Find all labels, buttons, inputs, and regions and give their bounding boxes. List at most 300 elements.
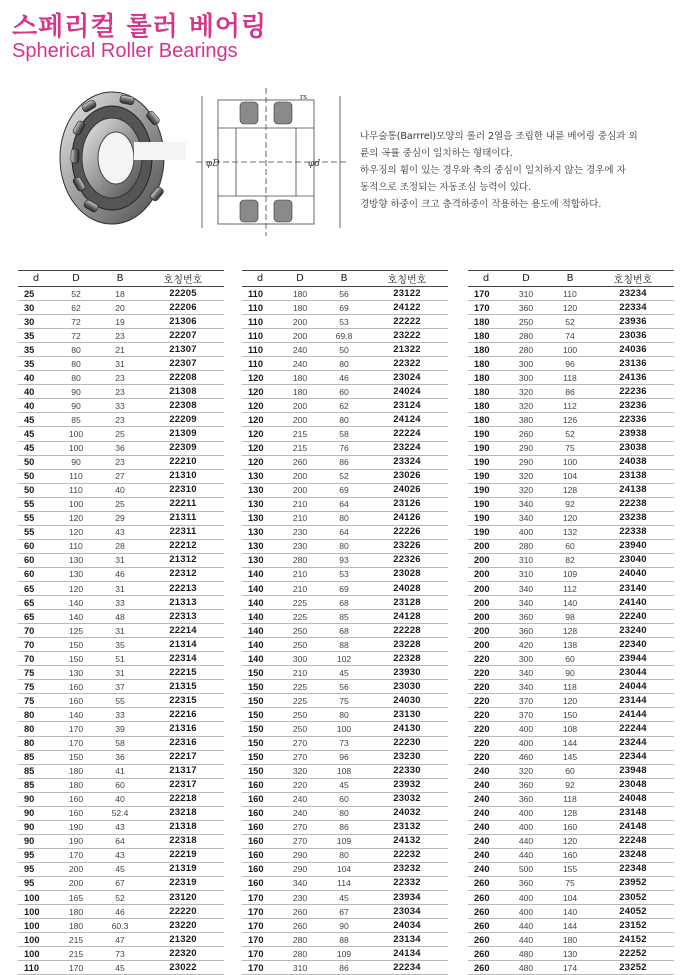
table-row [242,680,448,694]
bore-diameter-cell: 55 [18,497,54,511]
designation-cell: 22219 [142,848,224,862]
outer-diameter-cell: 215 [278,441,322,455]
outer-diameter-cell: 250 [278,708,322,722]
outer-diameter-cell: 120 [54,525,98,539]
outer-diameter-cell: 110 [54,539,98,553]
designation-cell: 24122 [366,301,448,315]
table-row [468,610,674,624]
column-header: 호칭번호 [592,271,674,287]
table-row [242,371,448,385]
width-cell: 114 [322,876,366,890]
outer-diameter-cell: 190 [54,834,98,848]
table-row [242,820,448,834]
width-cell: 96 [322,750,366,764]
designation-cell: 23230 [366,750,448,764]
table-row [468,427,674,441]
table-row [242,708,448,722]
table-row [468,399,674,413]
designation-cell: 22315 [142,694,224,708]
designation-cell: 23030 [366,680,448,694]
outer-diameter-cell: 140 [54,708,98,722]
designation-cell: 24140 [592,596,674,610]
bore-diameter-cell: 60 [18,567,54,581]
table-row [242,525,448,539]
outer-diameter-cell: 120 [54,581,98,595]
description-line: 륜의 곡률 중심이 일치하는 형태이다. [360,148,513,159]
designation-cell: 22232 [366,848,448,862]
width-cell: 48 [98,610,142,624]
bore-diameter-cell: 150 [242,750,278,764]
bore-diameter-cell: 80 [18,708,54,722]
width-cell: 109 [548,567,592,581]
table-row [242,455,448,469]
outer-diameter-cell: 300 [504,371,548,385]
bore-diameter-cell: 110 [242,287,278,301]
bore-diameter-cell: 170 [242,891,278,905]
designation-cell: 22209 [142,413,224,427]
width-cell: 75 [548,441,592,455]
designation-cell: 22228 [366,624,448,638]
designation-cell: 23136 [592,357,674,371]
column-header: B [98,271,142,287]
outer-diameter-cell: 240 [278,357,322,371]
width-cell: 33 [98,596,142,610]
designation-cell: 22307 [142,357,224,371]
designation-cell: 21317 [142,764,224,778]
table-row [18,343,224,357]
width-cell: 31 [98,553,142,567]
designation-cell: 21322 [366,343,448,357]
width-cell: 96 [548,357,592,371]
width-cell: 128 [548,624,592,638]
table-row [468,764,674,778]
designation-cell: 22218 [142,792,224,806]
bearing-photo [50,80,190,230]
designation-cell: 24126 [366,511,448,525]
designation-cell: 22334 [592,301,674,315]
width-cell: 56 [322,287,366,301]
designation-cell: 22338 [592,525,674,539]
table-row [242,287,448,301]
bore-diameter-cell: 240 [468,834,504,848]
bore-diameter-cell: 150 [242,708,278,722]
width-cell: 128 [548,806,592,820]
designation-cell: 22240 [592,610,674,624]
width-cell: 68 [322,596,366,610]
outer-diameter-cell: 500 [504,862,548,876]
bore-diameter-cell: 240 [468,792,504,806]
width-cell: 80 [322,357,366,371]
width-cell: 60 [98,778,142,792]
table-row [18,806,224,820]
outer-diameter-cell: 230 [278,891,322,905]
width-cell: 52 [548,315,592,329]
width-cell: 104 [322,862,366,876]
designation-cell: 22238 [592,497,674,511]
width-cell: 53 [322,567,366,581]
bore-diameter-cell: 260 [468,919,504,933]
table-row [18,694,224,708]
table-row [18,596,224,610]
designation-cell: 22224 [366,427,448,441]
bore-diameter-cell: 200 [468,539,504,553]
outer-diameter-cell: 200 [278,399,322,413]
column-header: d [242,271,278,287]
designation-cell: 22318 [142,834,224,848]
width-cell: 160 [548,820,592,834]
bore-diameter-cell: 75 [18,680,54,694]
outer-diameter-cell: 210 [278,511,322,525]
outer-diameter-cell: 180 [278,301,322,315]
outer-diameter-cell: 100 [54,441,98,455]
outer-diameter-cell: 100 [54,427,98,441]
width-cell: 112 [548,399,592,413]
bore-diameter-cell: 150 [242,722,278,736]
designation-cell: 23132 [366,820,448,834]
outer-diameter-cell: 200 [278,469,322,483]
designation-cell: 22313 [142,610,224,624]
width-cell: 100 [548,455,592,469]
bore-diameter-cell: 120 [242,413,278,427]
bore-diameter-cell: 130 [242,483,278,497]
table-row [18,947,224,961]
designation-cell: 23052 [592,891,674,905]
bore-diameter-cell: 110 [242,301,278,315]
designation-cell: 23228 [366,638,448,652]
width-cell: 60.3 [98,919,142,933]
width-cell: 37 [98,680,142,694]
outer-diameter-cell: 225 [278,610,322,624]
width-cell: 88 [322,638,366,652]
bore-diameter-cell: 90 [18,834,54,848]
outer-diameter-cell: 320 [278,764,322,778]
bore-diameter-cell: 200 [468,610,504,624]
bore-diameter-cell: 190 [468,455,504,469]
outer-diameter-cell: 180 [54,778,98,792]
table-row [468,371,674,385]
bore-diameter-cell: 130 [242,525,278,539]
outer-diameter-cell: 230 [278,539,322,553]
outer-diameter-cell: 210 [278,567,322,581]
width-cell: 80 [322,511,366,525]
label-d: d [314,159,321,169]
designation-cell: 23126 [366,497,448,511]
outer-diameter-cell: 215 [54,933,98,947]
designation-cell: 23238 [592,511,674,525]
table-row [18,483,224,497]
outer-diameter-cell: 400 [504,736,548,750]
table-row [242,357,448,371]
designation-cell: 22348 [592,862,674,876]
table-row [242,638,448,652]
outer-diameter-cell: 72 [54,329,98,343]
table-row [468,750,674,764]
column-header: D [504,271,548,287]
table-row [18,497,224,511]
table-row [18,638,224,652]
width-cell: 67 [322,905,366,919]
width-cell: 50 [322,343,366,357]
bore-diameter-cell: 60 [18,553,54,567]
designation-cell: 24138 [592,483,674,497]
designation-cell: 23236 [592,399,674,413]
designation-cell: 24024 [366,385,448,399]
outer-diameter-cell: 170 [54,736,98,750]
table-row [468,792,674,806]
bore-diameter-cell: 190 [468,511,504,525]
width-cell: 43 [98,525,142,539]
table-row [468,891,674,905]
outer-diameter-cell: 90 [54,455,98,469]
bore-diameter-cell: 150 [242,694,278,708]
column-header: B [322,271,366,287]
designation-cell: 22314 [142,652,224,666]
bore-diameter-cell: 240 [468,778,504,792]
outer-diameter-cell: 160 [54,694,98,708]
designation-cell: 22344 [592,750,674,764]
outer-diameter-cell: 180 [278,287,322,301]
outer-diameter-cell: 270 [278,750,322,764]
outer-diameter-cell: 210 [278,497,322,511]
width-cell: 90 [322,919,366,933]
width-cell: 118 [548,680,592,694]
outer-diameter-cell: 380 [504,413,548,427]
designation-cell: 23248 [592,848,674,862]
bore-diameter-cell: 50 [18,455,54,469]
table-header-row [18,271,224,287]
description-line: 동적으로 조정되는 자동조심 능력이 있다. [360,182,532,193]
designation-cell: 24130 [366,722,448,736]
designation-cell: 24032 [366,806,448,820]
bore-diameter-cell: 60 [18,539,54,553]
bore-diameter-cell: 220 [468,722,504,736]
width-cell: 86 [548,385,592,399]
table-row [18,427,224,441]
designation-cell: 24030 [366,694,448,708]
column-header: d [18,271,54,287]
width-cell: 60 [548,539,592,553]
outer-diameter-cell: 140 [54,610,98,624]
bore-diameter-cell: 65 [18,581,54,595]
table-row [18,666,224,680]
outer-diameter-cell: 150 [54,652,98,666]
bore-diameter-cell: 45 [18,427,54,441]
outer-diameter-cell: 300 [504,357,548,371]
outer-diameter-cell: 200 [278,329,322,343]
outer-diameter-cell: 460 [504,750,548,764]
label-rs: rs [300,93,307,101]
table-row [242,933,448,947]
outer-diameter-cell: 62 [54,301,98,315]
designation-cell: 23948 [592,764,674,778]
outer-diameter-cell: 130 [54,567,98,581]
bore-diameter-cell: 35 [18,357,54,371]
designation-cell: 23152 [592,919,674,933]
outer-diameter-cell: 160 [54,680,98,694]
outer-diameter-cell: 290 [278,848,322,862]
description-line: 경방향 하중이 크고 충격하중이 작용하는 용도에 적합하다. [360,199,602,210]
width-cell: 120 [548,694,592,708]
bore-diameter-cell: 35 [18,343,54,357]
bore-diameter-cell: 75 [18,666,54,680]
bore-diameter-cell: 30 [18,315,54,329]
bore-diameter-cell: 100 [18,947,54,961]
designation-cell: 22208 [142,371,224,385]
bore-diameter-cell: 190 [468,525,504,539]
width-cell: 29 [98,511,142,525]
width-cell: 75 [548,876,592,890]
table-row [18,455,224,469]
table-row [18,722,224,736]
width-cell: 80 [322,413,366,427]
outer-diameter-cell: 200 [54,862,98,876]
table-row [242,792,448,806]
width-cell: 140 [548,596,592,610]
designation-cell: 22234 [366,961,448,975]
bore-diameter-cell: 80 [18,722,54,736]
bore-diameter-cell: 200 [468,581,504,595]
width-cell: 64 [98,834,142,848]
width-cell: 144 [548,919,592,933]
bore-diameter-cell: 150 [242,666,278,680]
outer-diameter-cell: 90 [54,399,98,413]
width-cell: 102 [322,652,366,666]
table-row [242,483,448,497]
width-cell: 60 [322,792,366,806]
designation-cell: 22319 [142,876,224,890]
designation-cell: 24148 [592,820,674,834]
outer-diameter-cell: 180 [54,905,98,919]
table-row [468,343,674,357]
table-row [18,553,224,567]
designation-cell: 23028 [366,567,448,581]
table-row [468,834,674,848]
designation-cell: 24144 [592,708,674,722]
bore-diameter-cell: 50 [18,483,54,497]
table-row [18,399,224,413]
width-cell: 62 [322,399,366,413]
width-cell: 69.8 [322,329,366,343]
outer-diameter-cell: 260 [278,905,322,919]
bore-diameter-cell: 120 [242,385,278,399]
width-cell: 28 [98,539,142,553]
width-cell: 31 [98,581,142,595]
table-header-row [468,271,674,287]
width-cell: 90 [548,666,592,680]
bore-diameter-cell: 160 [242,820,278,834]
bore-diameter-cell: 200 [468,596,504,610]
bore-diameter-cell: 190 [468,441,504,455]
designation-cell: 24132 [366,834,448,848]
outer-diameter-cell: 150 [54,638,98,652]
table-row [18,876,224,890]
table-row [468,919,674,933]
table-row [468,497,674,511]
table-row [242,806,448,820]
table-row [242,413,448,427]
outer-diameter-cell: 440 [504,848,548,862]
designation-cell: 21320 [142,933,224,947]
designation-cell: 22332 [366,876,448,890]
designation-cell: 22226 [366,525,448,539]
bore-diameter-cell: 150 [242,736,278,750]
outer-diameter-cell: 200 [278,413,322,427]
table-row [242,778,448,792]
table-row [468,666,674,680]
bore-diameter-cell: 130 [242,539,278,553]
table-row [18,891,224,905]
width-cell: 21 [98,343,142,357]
width-cell: 120 [548,301,592,315]
outer-diameter-cell: 340 [504,666,548,680]
bore-diameter-cell: 260 [468,947,504,961]
designation-cell: 23040 [592,553,674,567]
bore-diameter-cell: 95 [18,862,54,876]
designation-cell: 23952 [592,876,674,890]
outer-diameter-cell: 310 [278,961,322,975]
table-row [242,764,448,778]
table-row [468,539,674,553]
designation-cell: 22214 [142,624,224,638]
bore-diameter-cell: 200 [468,567,504,581]
designation-cell: 21314 [142,638,224,652]
width-cell: 132 [548,525,592,539]
outer-diameter-cell: 80 [54,343,98,357]
table-row [18,820,224,834]
designation-cell: 22210 [142,455,224,469]
designation-cell: 23938 [592,427,674,441]
table-row [18,315,224,329]
width-cell: 43 [98,848,142,862]
outer-diameter-cell: 180 [54,764,98,778]
bore-diameter-cell: 180 [468,371,504,385]
bore-diameter-cell: 240 [468,806,504,820]
designation-cell: 21311 [142,511,224,525]
width-cell: 20 [98,301,142,315]
outer-diameter-cell: 400 [504,891,548,905]
designation-cell: 22311 [142,525,224,539]
table-row [18,371,224,385]
width-cell: 53 [322,315,366,329]
outer-diameter-cell: 290 [278,862,322,876]
width-cell: 23 [98,385,142,399]
bore-diameter-cell: 120 [242,427,278,441]
outer-diameter-cell: 215 [278,427,322,441]
outer-diameter-cell: 310 [504,567,548,581]
width-cell: 69 [322,581,366,595]
outer-diameter-cell: 110 [54,469,98,483]
bore-diameter-cell: 65 [18,610,54,624]
designation-cell: 21313 [142,596,224,610]
width-cell: 45 [322,778,366,792]
description [360,128,660,213]
outer-diameter-cell: 260 [278,455,322,469]
width-cell: 46 [98,567,142,581]
outer-diameter-cell: 120 [54,511,98,525]
designation-cell: 23324 [366,455,448,469]
designation-cell: 22252 [592,947,674,961]
designation-cell: 24036 [592,343,674,357]
outer-diameter-cell: 340 [278,876,322,890]
outer-diameter-cell: 360 [504,778,548,792]
outer-diameter-cell: 190 [54,820,98,834]
designation-cell: 23234 [592,287,674,301]
bore-diameter-cell: 220 [468,750,504,764]
table-row [242,610,448,624]
table-row [468,287,674,301]
table-row [468,820,674,834]
column-header: D [54,271,98,287]
